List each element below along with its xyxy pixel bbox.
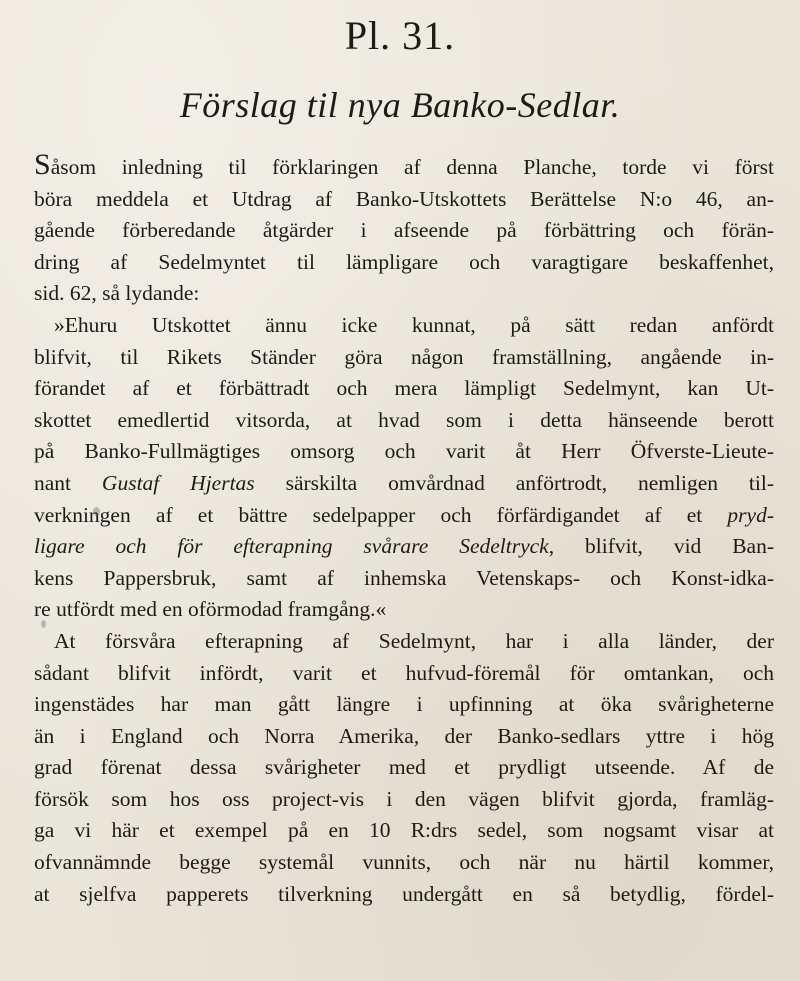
text-line <box>34 815 774 847</box>
text-line <box>34 278 774 310</box>
ink-blot <box>93 507 100 516</box>
ink-blot <box>41 620 46 628</box>
italic-text: pryd- <box>727 502 774 527</box>
text-line <box>34 342 774 374</box>
text-segment: nant <box>34 470 102 495</box>
italic-text: ligare och för efterapning svårare Sedeltryck <box>34 534 549 559</box>
text-line <box>34 658 774 690</box>
body-text <box>34 152 774 910</box>
text-segment: särskilta omvårdnad anförtrodt, nemligen til- <box>254 470 774 495</box>
text-segment: At försvåra efterapning af Sedelmynt, har i alla länder, der <box>54 628 774 653</box>
text-segment: böra meddela et Utdrag af Banko-Utskottets Berättelse N:o 46, an- <box>34 186 774 211</box>
text-segment: åsom inledning til förklaringen af denna Planche, torde vi först <box>50 155 774 179</box>
text-line <box>34 310 774 342</box>
text-segment: , blifvit, vid Ban- <box>548 534 774 559</box>
plate-number: Pl. 31. <box>344 13 456 58</box>
text-segment: än i England och Norra Amerika, der Banko-sedlars yttre i hög <box>34 723 774 748</box>
text-segment: at sjelfva papperets tilverkning undergått en så betydlig, fördel- <box>34 881 774 906</box>
text-line <box>34 500 774 532</box>
text-line <box>34 184 774 216</box>
italic-text: Gustaf Hjertas <box>101 470 255 495</box>
text-segment: kens Pappersbruk, samt af inhemska Vetenskaps- och Konst-idka- <box>34 565 774 590</box>
text-line <box>34 784 774 816</box>
text-segment: dring af Sedelmyntet til lämpligare och varagtigare beskaffenhet, <box>34 249 774 274</box>
text-segment: re utfördt med en oförmodad framgång.« <box>34 597 387 622</box>
text-line <box>34 405 774 437</box>
text-line <box>34 152 774 184</box>
text-segment: blifvit, til Rikets Ständer göra någon framställning, angående in- <box>34 344 774 369</box>
text-line <box>34 373 774 405</box>
text-segment: på Banko-Fullmägtiges omsorg och varit åt Herr Öfverste-Lieute- <box>34 439 774 464</box>
text-line <box>34 689 774 721</box>
text-segment: ga vi här et exempel på en 10 R:drs sedel, som nogsamt visar at <box>34 818 774 843</box>
text-line <box>34 594 774 626</box>
text-segment: gående förberedande åtgärder i afseende på förbättring och förän- <box>34 218 774 243</box>
text-line <box>34 721 774 753</box>
text-line <box>34 531 774 563</box>
text-line <box>34 247 774 279</box>
text-line <box>34 879 774 911</box>
text-segment: ingenstädes har man gått längre i upfinning at öka svårigheterne <box>34 692 774 717</box>
text-segment: sådant blifvit infördt, varit et hufvud-föremål för omtankan, och <box>34 660 774 685</box>
text-line <box>34 752 774 784</box>
text-line <box>34 626 774 658</box>
text-segment: verkningen af et bättre sedelpapper och förfärdigandet af et <box>34 502 728 527</box>
text-segment: grad förenat dessa svårigheter med et prydligt utseende. Af de <box>34 755 774 780</box>
drop-cap: S <box>34 152 51 181</box>
text-line <box>34 563 774 595</box>
text-segment: ofvannämnde begge systemål vunnits, och när nu härtil kommer, <box>34 850 774 875</box>
text-line <box>34 436 774 468</box>
text-segment: försök som hos oss project-vis i den vägen blifvit gjorda, framläg- <box>34 786 774 811</box>
text-segment: skottet emedlertid vitsorda, at hvad som i detta hänseende berott <box>34 407 774 432</box>
text-line <box>34 847 774 879</box>
text-line <box>34 468 774 500</box>
text-segment: »Ehuru Utskottet ännu icke kunnat, på sätt redan anfördt <box>54 312 774 337</box>
text-line <box>34 215 774 247</box>
text-segment: sid. 62, så lydande: <box>34 281 200 306</box>
page-title: Förslag til nya Banko-Sedlar. <box>179 85 621 125</box>
text-segment: förandet af et förbättradt och mera lämpligt Sedelmynt, kan Ut- <box>34 376 774 401</box>
